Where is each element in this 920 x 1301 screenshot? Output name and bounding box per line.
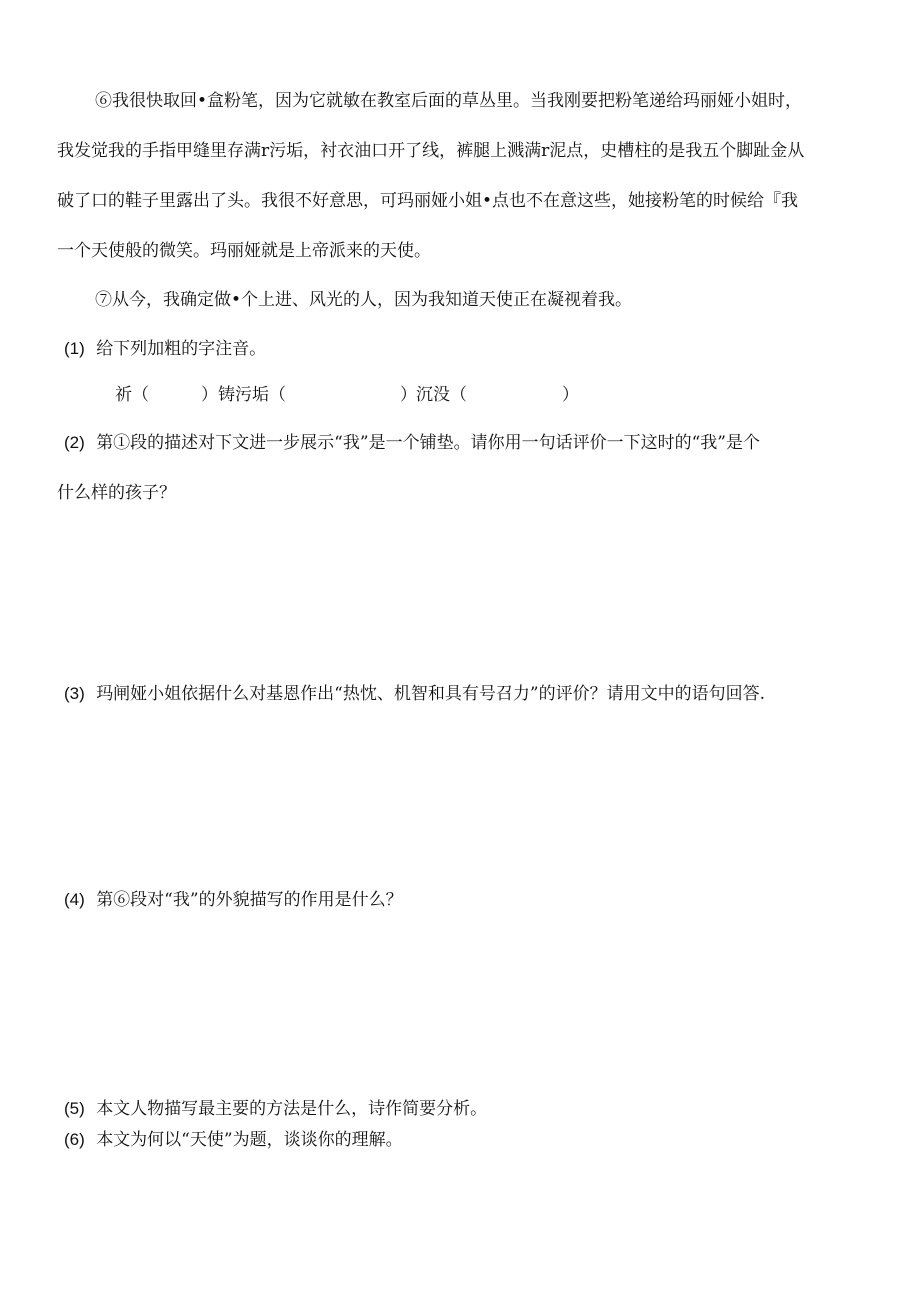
question-2-line-1 bbox=[64, 432, 760, 454]
question-1 bbox=[64, 338, 266, 360]
pinyin-item-1-close: ） bbox=[201, 385, 218, 405]
question-6-text: 本文为何以“天使”为题，谈谈你的理解。 bbox=[96, 1130, 403, 1150]
pinyin-item-3: 沉没（ bbox=[416, 385, 467, 405]
paragraph-6-line-4: 一个天使般的微笑。玛丽娅就是上帝派来的天使。 bbox=[57, 241, 431, 261]
question-2-number: (2) bbox=[64, 433, 85, 452]
question-2-line-2: 什么样的孩子？ bbox=[57, 483, 176, 503]
paragraph-6-line-2: 我发觉我的手指甲缝里存满r污垢，衬衣油口开了线，裤腿上溅满r泥点，史槽柱的是我五个脚趾金从 bbox=[57, 141, 805, 161]
paragraph-6-line-1: ⑥我很快取回•盒粉笔，因为它就敏在教室后面的草丛里。当我刚要把粉笔递给玛丽娅小姐时， bbox=[95, 91, 803, 111]
paragraph-7: ⑦从今，我确定做•个上进、风光的人，因为我知道天使正在凝视着我。 bbox=[95, 290, 633, 310]
question-4-text: 第⑥段对“我”的外貌描写的作用是什么？ bbox=[96, 890, 403, 910]
question-4 bbox=[64, 889, 403, 911]
pinyin-item-2-close: ） bbox=[400, 385, 417, 405]
question-3-text: 玛闸娅小姐依据什么对基恩作出“热忱、机智和具有号召力”的评价？请用文中的语句回答. bbox=[96, 684, 765, 704]
pinyin-item-3-close: ） bbox=[562, 385, 579, 405]
question-2-text: 第①段的描述对下文进一步展示“我”是一个铺垫。请你用一句话评价一下这时的“我”是个 bbox=[96, 433, 760, 453]
paragraph-6-line-3: 破了口的鞋子里露出了头。我很不好意思，可玛丽娅小姐•点也不在意这些，她接粉笔的时候给『我 bbox=[57, 191, 799, 211]
question-5-number: (5) bbox=[64, 1099, 85, 1118]
question-1-text: 给下列加粗的字注音。 bbox=[96, 339, 267, 359]
question-5 bbox=[64, 1098, 487, 1120]
question-1-number: (1) bbox=[64, 339, 85, 358]
question-5-text: 本文人物描写最主要的方法是什么，诗作简要分析。 bbox=[96, 1099, 488, 1119]
question-3-number: (3) bbox=[64, 684, 85, 703]
question-6-number: (6) bbox=[64, 1130, 85, 1149]
pinyin-item-1: 祈（ bbox=[115, 385, 149, 405]
question-6 bbox=[64, 1129, 403, 1151]
question-4-number: (4) bbox=[64, 890, 85, 909]
pinyin-item-2: 铸污垢（ bbox=[218, 385, 286, 405]
question-3 bbox=[64, 683, 765, 705]
